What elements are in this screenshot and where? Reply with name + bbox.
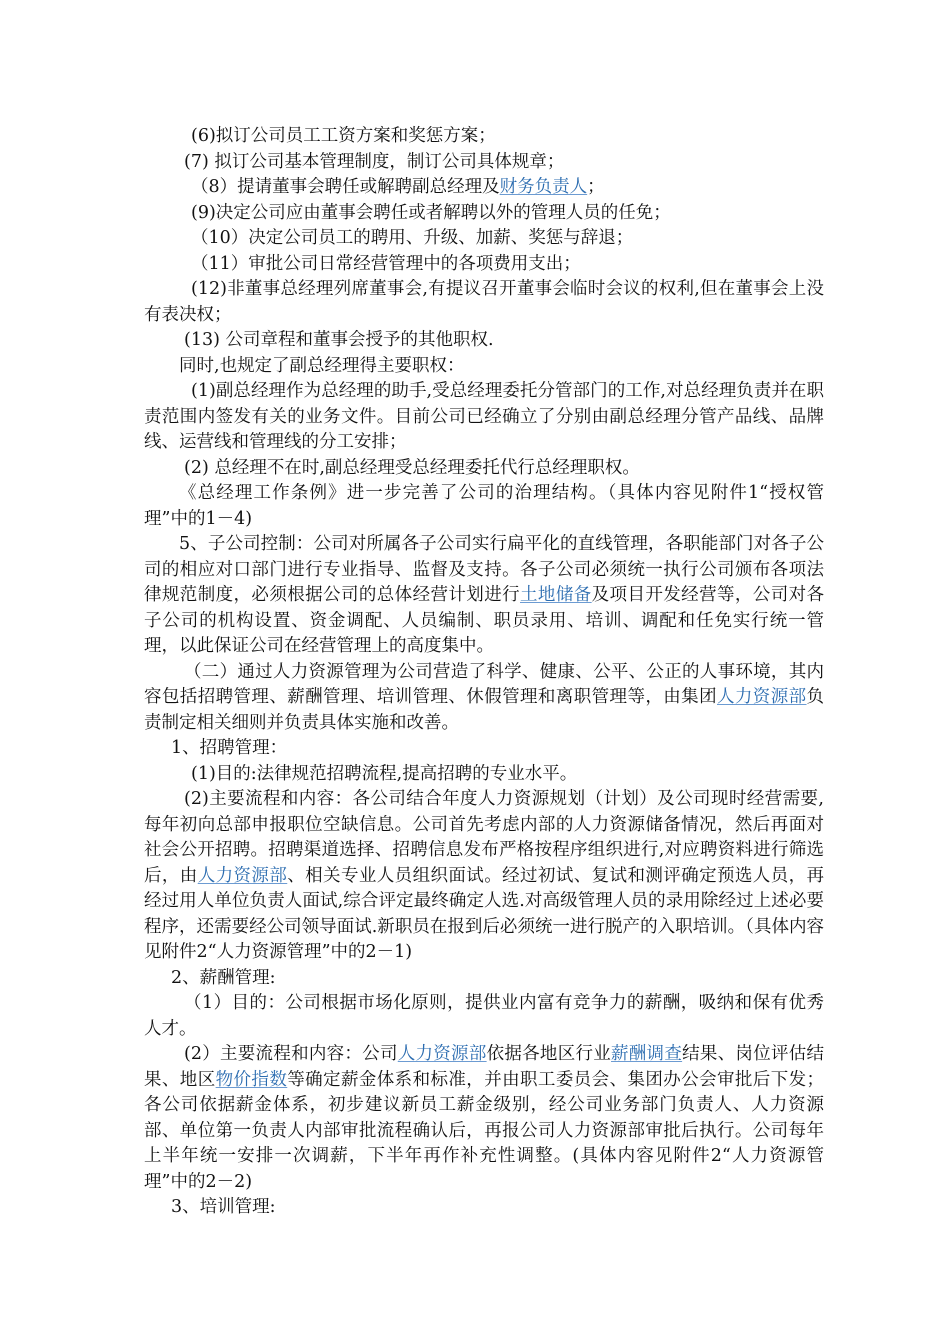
paragraph-subsidiary-text-a: 5、子公司控制：公司对所属各子公司实行扁平化的直线管理，各职能部门对各子公司的相应对口部门进行专业指导、监督及支持。各子公司必须统一执行公司颁布各项法律规范制度，必须根据公司的总体经营计划进行 [144,534,824,605]
paragraph-compensation-text-b: 依据各地区行业 [486,1044,612,1064]
link-price-index[interactable]: 物价指数 [215,1069,288,1090]
heading-compensation: 2、薪酬管理: [171,967,276,988]
paragraph-10: （10）决定公司员工的聘用、升级、加薪、奖惩与辞退； [191,228,634,248]
paragraph-7: (7) 拟订公司基本管理制度，制订公司具体规章； [184,151,565,172]
link-finance-head[interactable]: 财务负责人 [499,177,588,197]
heading-training: 3、培训管理: [171,1197,276,1217]
paragraph-recruitment-text-a: (2)主要流程和内容：各公司结合年度人力资源规划（计划）及公司现时经营需要,每年初向总部申报职位空缺信息。公司首先考虑内部的人力资源储备情况，然后再面对社会公开招聘。招聘渠道选择、招聘信息发布严格按程序组织进行,对应聘资料进行筛选后，由 [144,789,824,886]
link-salary-survey[interactable]: 薪酬调查 [611,1044,683,1064]
paragraph-8 [144,175,824,201]
paragraph-hr-text-b: 负责制定相关细则并负责具体实施和改善。 [144,687,825,733]
link-hr-department-3[interactable]: 人力资源部 [397,1044,487,1064]
paragraph-8-text-b: ； [587,177,605,197]
paragraph-recruitment-purpose: (1)目的:法律规范招聘流程,提高招聘的专业水平。 [191,763,578,784]
paragraph-deputy-intro: 同时,也规定了副总经理得主要职权： [179,355,465,376]
paragraph-deputy-1: (1)副总经理作为总经理的助手,受总经理委托分管部门的工作,对总经理负责并在职责范围内签发有关的业务文件。目前公司已经确立了分别由副总经理分管产品线、品牌线、运营线和管理线的分工安排； [144,381,824,452]
document-body [144,124,824,1221]
paragraph-hr-intro [144,660,824,737]
paragraph-compensation-purpose: （1）目的：公司根据市场化原则，提供业内富有竞争力的薪酬，吸纳和保有优秀人才。 [144,993,824,1039]
paragraph-compensation-text-c: 结果、岗位评估结果、地区 [144,1044,825,1090]
link-hr-department-2[interactable]: 人力资源部 [197,865,288,886]
paragraph-13: (13) 公司章程和董事会授予的其他职权. [184,330,494,350]
paragraph-12: (12)非董事总经理列席董事会,有提议召开董事会临时会议的权利,但在董事会上没有表决权； [144,279,824,325]
paragraph-deputy-2: (2) 总经理不在时,副总经理受总经理委托代行总经理职权。 [184,457,640,478]
paragraph-recruitment-process [144,787,824,966]
paragraph-compensation-text-a: (2）主要流程和内容：公司 [184,1044,398,1064]
paragraph-11: （11）审批公司日常经营管理中的各项费用支出； [191,253,581,274]
paragraph-compensation-text-d: 等确定薪金体系和标准，并由职工委员会、集团办公会审批后下发；各公司依据薪金体系，初步建议新员工薪金级别，经公司业务部门负责人、人力资源部、单位第一负责人内部审批流程确认后，再报公司人力资源部审批后执行。公司每年上半年统一安排一次调薪，下半年再作补充性调整。(具体内容见附件2“人力资源管理”中的2－2) [144,1069,825,1192]
paragraph-subsidiary-text-b: 及项目开发经营等，公司对各子公司的机构设置、资金调配、人员编制、职员录用、培训、调配和任免实行统一管理，以此保证公司在经营管理上的高度集中。 [144,585,825,656]
paragraph-6: (6)拟订公司员工工资方案和奖惩方案； [191,126,496,146]
paragraph-gm-regulations: 《总经理工作条例》进一步完善了公司的治理结构。（具体内容见附件1“授权管理”中的1－4) [144,483,824,529]
paragraph-compensation-process [144,1042,824,1195]
paragraph-9: (9)决定公司应由董事会聘任或者解聘以外的管理人员的任免； [191,202,671,223]
paragraph-hr-text-a: （二）通过人力资源管理为公司营造了科学、健康、公平、公正的人事环境，其内容包括招聘管理、薪酬管理、培训管理、休假管理和离职管理等，由集团 [144,661,824,707]
paragraph-8-text-a: （8）提请董事会聘任或解聘副总经理及 [191,177,500,197]
heading-recruitment: 1、招聘管理： [171,738,288,758]
paragraph-recruitment-text-b: 、相关专业人员组织面试。经过初试、复试和测评确定预选人员，再经过用人单位负责人面试,综合评定最终确定人选.对高级管理人员的录用除经过上述必要程序，还需要经公司领导面试.新职员在报到后必须统一进行脱产的入职培训。（具体内容见附件2“人力资源管理”中的2－1) [144,865,825,962]
paragraph-subsidiary-control [144,532,824,660]
link-hr-department[interactable]: 人力资源部 [716,687,807,707]
link-land-reserve[interactable]: 土地储备 [520,585,592,605]
